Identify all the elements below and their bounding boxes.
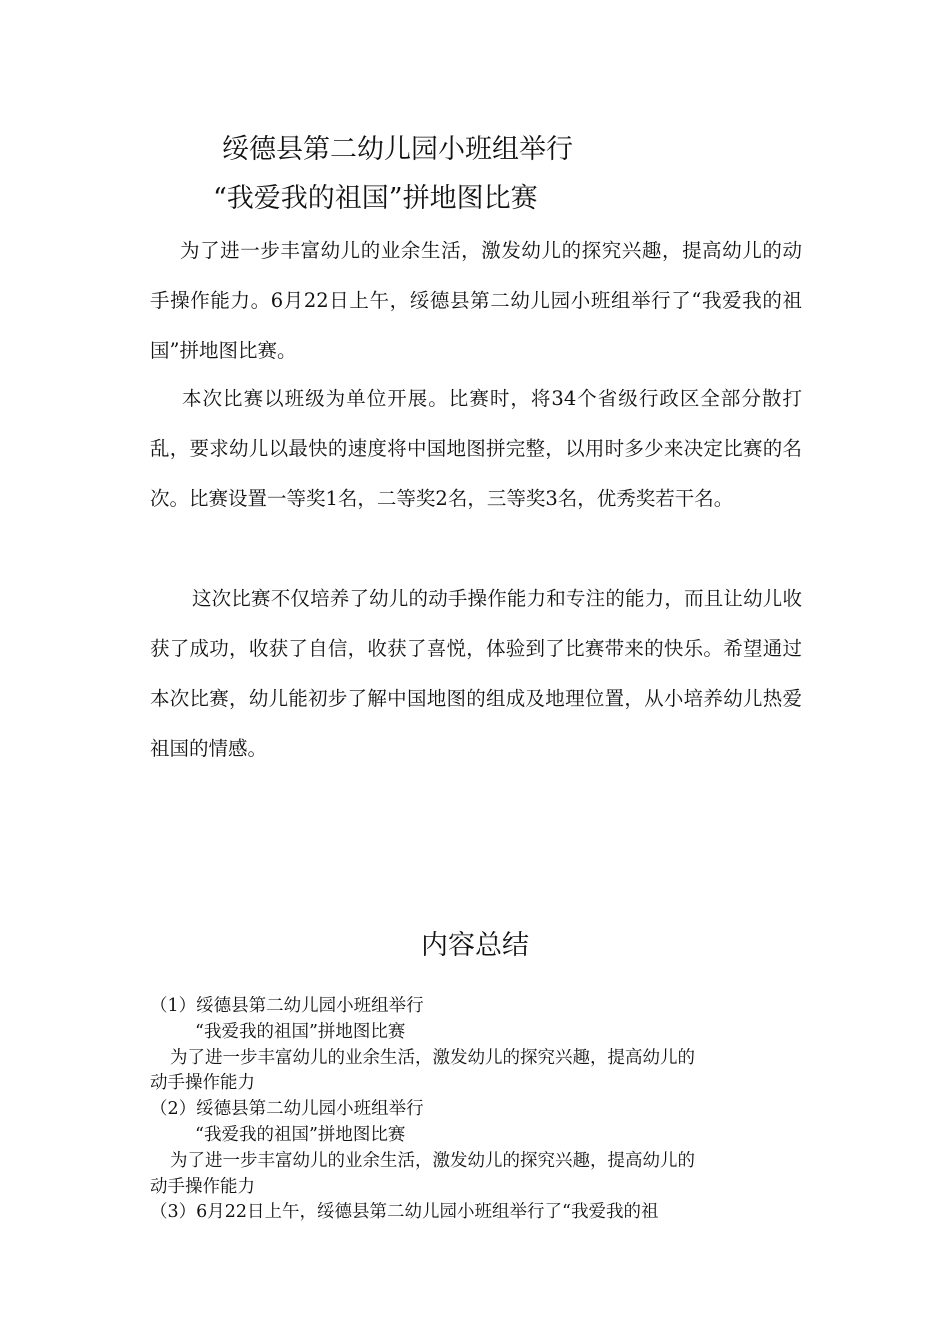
summary-item-3-label: （3）6月22日上午，绥德县第二幼儿园小班组举行了“我爱我的祖: [150, 1202, 659, 1223]
paragraph-text: 这次比赛不仅培养了幼儿的动手操作能力和专注的能力，而且让幼儿收获了成功，收获了自信，收获了喜悦，体验到了比赛带来的快乐。希望通过本次比赛，幼儿能初步了解中国地图的组成及地理位置，从小培养幼儿热爱祖国的情感。: [150, 587, 802, 760]
summary-item-2-sub: “我爱我的祖国”拼地图比赛: [195, 1124, 406, 1145]
summary-item-1-sub: “我爱我的祖国”拼地图比赛: [195, 1021, 406, 1042]
body-paragraph-3: [150, 574, 802, 774]
summary-heading: 内容总结: [421, 930, 529, 961]
paragraph-text: 本次比赛以班级为单位开展。比赛时，将34个省级行政区全部分散打乱，要求幼儿以最快的速度将中国地图拼完整，以用时多少来决定比赛的名次。比赛设置一等奖1名，二等奖2名，三等奖3名，优秀奖若干名。: [150, 387, 802, 510]
paragraph-text: 为了进一步丰富幼儿的业余生活，激发幼儿的探究兴趣，提高幼儿的动手操作能力。6月22日上午，绥德县第二幼儿园小班组举行了“我爱我的祖国”拼地图比赛。: [150, 239, 802, 362]
body-paragraph-2: [150, 374, 802, 524]
summary-item-2-para-cont: 动手操作能力: [150, 1176, 255, 1197]
summary-list: [150, 994, 800, 1226]
summary-item-2-label: （2）绥德县第二幼儿园小班组举行: [150, 1099, 424, 1120]
summary-item-1-para: 为了进一步丰富幼儿的业余生活，激发幼儿的探究兴趣，提高幼儿的: [170, 1047, 695, 1068]
summary-item-1-label: （1）绥德县第二幼儿园小班组举行: [150, 996, 424, 1016]
summary-item-2-para: 为了进一步丰富幼儿的业余生活，激发幼儿的探究兴趣，提高幼儿的: [170, 1150, 695, 1171]
title-line-1: 绥德县第二幼儿园小班组举行: [222, 134, 573, 165]
body-paragraph-1: [150, 226, 802, 376]
title-line-2: “我爱我的祖国”拼地图比赛: [213, 183, 538, 214]
summary-item-1-para-cont: 动手操作能力: [150, 1073, 255, 1094]
